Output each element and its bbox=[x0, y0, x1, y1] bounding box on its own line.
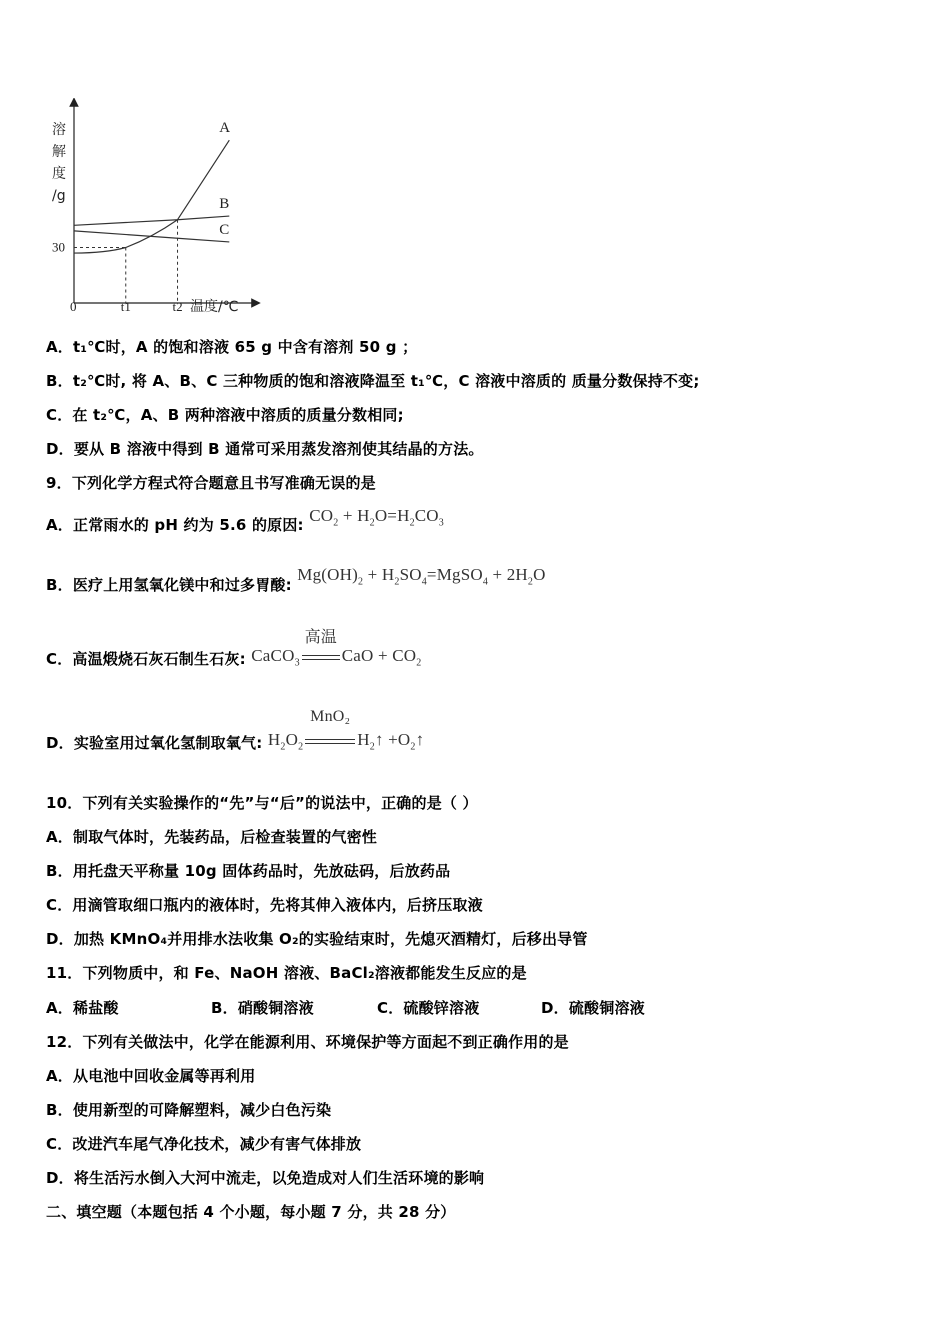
origin-label: 0 bbox=[70, 299, 77, 314]
q9-option-a bbox=[46, 506, 444, 537]
q9-option-d bbox=[46, 708, 425, 755]
q9-d-equation: $H_2O_2$ MnO₂ $H_2↑$ $+O_2↑$ bbox=[267, 708, 425, 753]
y-axis-label-char: /g bbox=[52, 188, 66, 204]
q9-stem: 9．下列化学方程式符合题意且书写准确无误的是 bbox=[46, 474, 376, 492]
q9-b-label: B．医疗上用氢氧化镁中和过多胃酸: bbox=[46, 576, 292, 594]
q9-c-condition: 高温 bbox=[304, 629, 337, 646]
y-axis-label-char: 度 bbox=[52, 166, 66, 182]
q8-option-b: B．t₂℃时, 将 A、B、C 三种物质的饱和溶液降温至 t₁℃，C 溶液中溶质的 质量分数保持不变; bbox=[46, 372, 700, 390]
q10-option-d: D．加热 KMnO₄并用排水法收集 O₂的实验结束时，先熄灭酒精灯，后移出导管 bbox=[46, 930, 588, 948]
q11-option-b: B．硝酸铜溶液 bbox=[211, 999, 314, 1017]
q8-option-c: C．在 t₂℃，A、B 两种溶液中溶质的质量分数相同; bbox=[46, 406, 404, 424]
q12-option-d: D．将生活污水倒入大河中流走，以免造成对人们生活环境的影响 bbox=[46, 1169, 485, 1187]
q8-option-a: A．t₁℃时，A 的饱和溶液 65 g 中含有溶剂 50 g ； bbox=[46, 338, 418, 356]
y-axis-label-char: 解 bbox=[52, 144, 66, 160]
q9-c-label: C．高温煅烧石灰石制生石灰: bbox=[46, 650, 246, 668]
series-label-C: C bbox=[219, 221, 230, 238]
y-axis-label-char: 溶 bbox=[52, 122, 66, 138]
q9-a-label: A．正常雨水的 pH 约为 5.6 的原因: bbox=[46, 516, 304, 534]
series-label-A: A bbox=[219, 120, 231, 137]
q11-option-a: A．稀盐酸 bbox=[46, 999, 119, 1017]
q9-a-equation: $CO_2 + H_2O=H_2CO_3$ bbox=[309, 506, 444, 529]
x-axis-label: 温度/℃ bbox=[190, 299, 239, 315]
q11-option-c: C．硫酸锌溶液 bbox=[377, 999, 480, 1017]
series-line-B bbox=[74, 216, 229, 225]
solubility-chart bbox=[44, 98, 264, 324]
q12-option-a: A．从电池中回收金属等再利用 bbox=[46, 1067, 256, 1085]
q9-c-equation: CaCO$_3$ 高温 CaO + $CO_2$ bbox=[251, 646, 421, 665]
series-line-C bbox=[74, 231, 229, 242]
q9-d-label: D．实验室用过氧化氢制取氧气: bbox=[46, 734, 263, 752]
series-label-B: B bbox=[219, 196, 230, 213]
q12-option-c: C．改进汽车尾气净化技术，减少有害气体排放 bbox=[46, 1135, 362, 1153]
y-axis-label bbox=[52, 121, 66, 204]
q11-options bbox=[46, 997, 645, 1018]
q12-stem: 12．下列有关做法中，化学在能源利用、环境保护等方面起不到正确作用的是 bbox=[46, 1033, 569, 1051]
q10-stem: 10．下列有关实验操作的“先”与“后”的说法中，正确的是（ ） bbox=[46, 794, 478, 812]
x-tick-t2: t2 bbox=[172, 299, 183, 314]
y-tick-30: 30 bbox=[52, 239, 65, 255]
q10-option-c: C．用滴管取细口瓶内的液体时，先将其伸入液体内，后挤压取液 bbox=[46, 896, 483, 914]
q11-stem: 11．下列物质中，和 Fe、NaOH 溶液、BaCl₂溶液都能发生反应的是 bbox=[46, 964, 527, 982]
q10-option-b: B．用托盘天平称量 10g 固体药品时，先放砝码，后放药品 bbox=[46, 862, 451, 880]
q11-option-d: D．硫酸铜溶液 bbox=[541, 999, 645, 1017]
q8-option-d: D．要从 B 溶液中得到 B 通常可采用蒸发溶剂使其结晶的方法。 bbox=[46, 440, 484, 458]
q10-option-a: A．制取气体时，先装药品，后检查装置的气密性 bbox=[46, 828, 378, 846]
x-tick-t1: t1 bbox=[120, 299, 131, 314]
q9-option-b bbox=[46, 565, 546, 597]
q9-b-equation: $Mg(OH)_2$ + $H_2SO_4=MgSO_4 + 2H_2O$ bbox=[297, 565, 546, 588]
q9-option-c bbox=[46, 629, 422, 671]
q12-option-b: B．使用新型的可降解塑料，减少白色污染 bbox=[46, 1101, 332, 1119]
q9-d-condition: MnO₂ bbox=[310, 708, 351, 725]
section-2-title: 二、填空题（本题包括 4 个小题，每小题 7 分，共 28 分） bbox=[46, 1203, 456, 1221]
